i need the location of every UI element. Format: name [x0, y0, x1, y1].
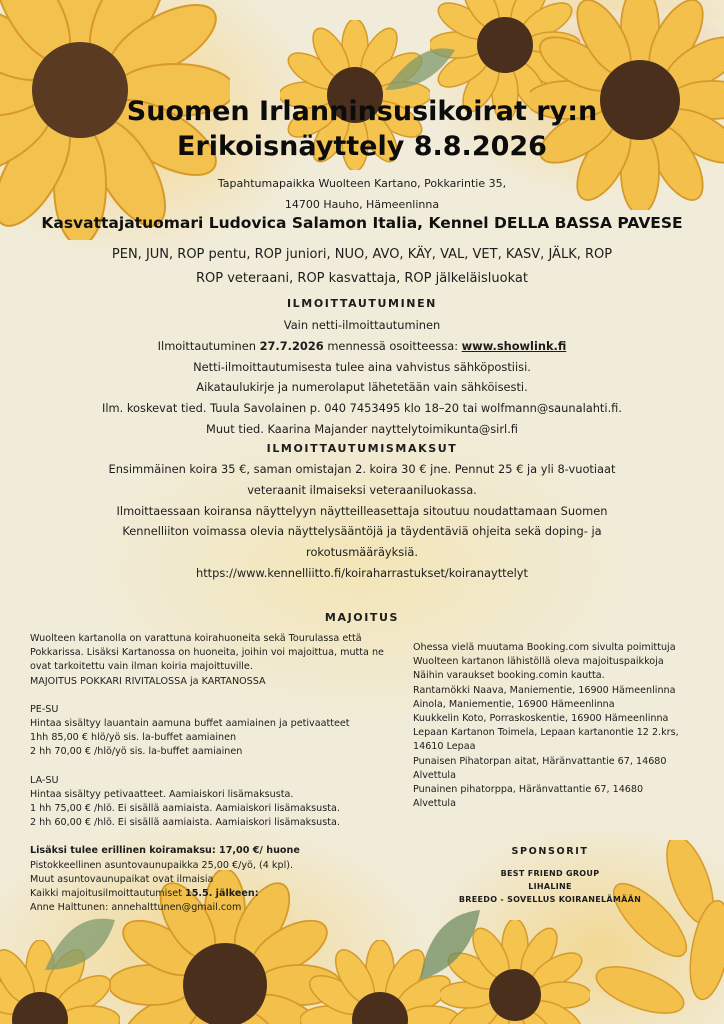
classes-line-1: PEN, JUN, ROP pentu, ROP juniori, NUO, AVO, KÄY, VAL, VET, KASV, JÄLK, ROP	[111, 247, 613, 262]
la-su-text: 2 hh 60,00 € /hlö. Ei sisällä aamiaista. Aamiaiskori lisämaksusta.	[30, 817, 340, 829]
booking-place: Punaisen Pihatorpan aitat, Häränvattantie 67, 14680	[413, 755, 667, 767]
fees-line-5: rokotusmääräyksiä.	[306, 545, 418, 560]
registration-line-3: Netti-ilmoittautumisesta tulee aina vahvistus sähköpostiisi.	[193, 359, 531, 374]
fees-line-1: Ensimmäinen koira 35 €, saman omistajan 2. koira 30 € jne. Pennut 25 € ja yli 8-vuotiaat	[108, 462, 616, 476]
sponsor-item: LIHALINE	[528, 882, 572, 891]
venue-line-1: Tapahtumapaikka Wuolteen Kartano, Pokkarintie 35,	[217, 177, 507, 190]
pe-su-text: 2 hh 70,00 € /hlö/yö sis. la-buffet aamiainen	[30, 746, 243, 758]
registration-line-2	[0, 336, 724, 357]
title-line-2: Erikoisnäyttely 8.8.2026	[177, 131, 547, 162]
booking-text: Ohessa vielä muutama Booking.com sivulta poimittuja	[413, 642, 676, 653]
kennelliitto-link[interactable]: https://www.kennelliitto.fi/koiraharrastukset/koiranayttelyt	[195, 565, 529, 580]
registration-line-6: Muut tied. Kaarina Majander nayttelytoimikunta@sirl.fi	[206, 421, 518, 436]
registration-line-5: Ilm. koskevat tied. Tuula Savolainen p. 040 7453495 klo 18–20 tai wolfmann@saunalahti.fi.	[102, 401, 622, 416]
pe-su-heading: PE-SU	[30, 703, 59, 715]
booking-text: Näihin varaukset booking.comin kautta.	[413, 670, 605, 682]
booking-place: Punainen pihatorppa, Häränvattantie 67, 14680	[413, 784, 644, 796]
registration-line-1: Vain netti-ilmoittautuminen	[283, 318, 441, 332]
venue-line-2: 14700 Hauho, Hämeenlinna	[284, 198, 440, 211]
accommodation-text: MAJOITUS POKKARI RIVITALOSSA ja KARTANOSSA	[30, 675, 266, 687]
booking-place: 14610 Lepaa	[413, 741, 476, 753]
pe-su-text: Hintaa sisältyy lauantain aamuna buffet aamiainen ja petivaatteet	[30, 718, 350, 730]
accommodation-contact-line	[30, 887, 410, 901]
fees-line-4: Kennelliiton voimassa olevia näyttelysääntöjä ja täydentäviä ohjeita sekä doping- ja	[122, 524, 602, 539]
accommodation-text: Pokkarissa. Lisäksi Kartanossa on huoneita, joihin voi majoittua, mutta ne	[30, 647, 384, 659]
fees-heading: ILMOITTAUTUMISMAKSUT	[266, 442, 458, 455]
accommodation-contact-email[interactable]: Anne Halttunen: annehalttunen@gmail.com	[30, 902, 242, 914]
page-title	[0, 94, 724, 164]
sponsor-item: BEST FRIEND GROUP	[500, 869, 600, 878]
venue	[0, 173, 724, 215]
accommodation-contact-prefix: Kaikki majoitusilmoittautumiset	[30, 888, 186, 900]
classes-line-2: ROP veteraani, ROP kasvattaja, ROP jälkeläisluokat	[196, 271, 528, 286]
dog-fee-note: Lisäksi tulee erillinen koiramaksu: 17,00 €/ huone	[30, 845, 300, 857]
accommodation-deadline: 15.5. jälkeen	[185, 888, 255, 900]
registration-deadline-mid: mennessä osoitteessa:	[323, 338, 462, 353]
fees-section	[0, 459, 724, 584]
booking-text: Wuolteen kartanon lähistöllä oleva majoituspaikkoja	[413, 656, 664, 668]
registration-line-4: Aikataulukirje ja numerolaput lähetetään vain sähköisesti.	[196, 380, 528, 395]
registration-section	[0, 315, 724, 440]
accommodation-deadline-colon: :	[254, 888, 259, 900]
showlink-link[interactable]: www.showlink.fi	[461, 338, 567, 353]
booking-place: Lepaan Kartanon Toimela, Lepaan kartanontie 12 2.krs,	[413, 727, 679, 739]
la-su-text: Hintaa sisältyy petivaatteet. Aamiaiskori lisämaksusta.	[30, 788, 294, 800]
registration-deadline-prefix: Ilmoittautuminen	[157, 338, 260, 353]
classes	[0, 243, 724, 291]
caravan-text: Pistokkeellinen asuntovaunupaikka 25,00 €/yö, (4 kpl).	[30, 859, 294, 871]
booking-place: Kuukkelin Koto, Porraskoskentie, 16900 Hämeenlinna	[413, 713, 669, 725]
accommodation-left-column	[30, 632, 410, 915]
pe-su-text: 1hh 85,00 € hlö/yö sis. la-buffet aamiainen	[30, 732, 237, 744]
accommodation-heading: MAJOITUS	[324, 611, 400, 624]
la-su-heading: LA-SU	[30, 774, 59, 786]
registration-deadline: 27.7.2026	[259, 338, 324, 353]
registration-heading: ILMOITTAUTUMINEN	[286, 297, 437, 310]
booking-place: Rantamökki Naava, Maniementie, 16900 Hämeenlinna	[413, 684, 676, 696]
booking-place: Alvettula	[413, 769, 456, 781]
booking-place: Alvettula	[413, 798, 456, 810]
accommodation-text: Wuolteen kartanolla on varattuna koirahuoneita sekä Tourulassa että	[30, 633, 362, 644]
judge-heading: Kasvattajatuomari Ludovica Salamon Italia, Kennel DELLA BASSA PAVESE	[41, 214, 683, 232]
sponsor-item: BREEDO - SOVELLUS KOIRANELÄMÄÄN	[458, 895, 642, 904]
la-su-text: 1 hh 75,00 € /hlö. Ei sisällä aamiaista. Aamiaiskori lisämaksusta.	[30, 803, 340, 815]
fees-line-3: Ilmoittaessaan koiransa näyttelyyn näytteilleasettaja sitoutuu noudattamaan Suomen	[116, 503, 608, 518]
sponsors-heading: SPONSORIT	[511, 846, 589, 857]
accommodation-right-column	[413, 641, 713, 811]
fees-line-2: veteraanit ilmaiseksi veteraaniluokassa.	[247, 482, 477, 497]
booking-place: Ainola, Maniementie, 16900 Hämeenlinna	[413, 698, 615, 710]
accommodation-text: ovat tarkoitettu vain ilman koiria majoittuville.	[30, 661, 253, 673]
caravan-text: Muut asuntovaunupaikat ovat ilmaisia	[30, 873, 214, 885]
sponsors-section	[430, 846, 670, 906]
title-line-1: Suomen Irlanninsusikoirat ry:n	[126, 96, 598, 127]
